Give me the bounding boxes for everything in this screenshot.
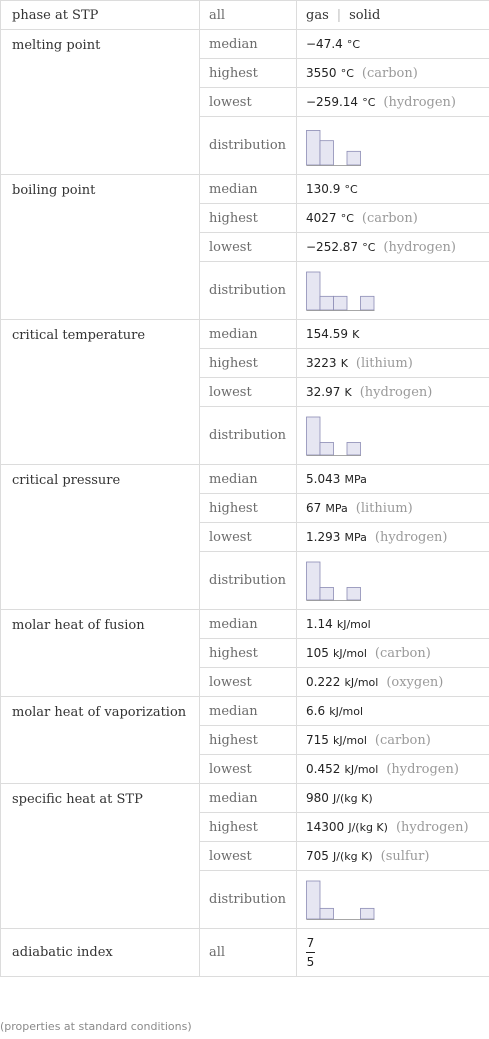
fraction (306, 935, 315, 970)
distribution-label: distribution (200, 407, 297, 465)
footnote: (properties at standard conditions) (0, 1020, 192, 1033)
median-label: median (200, 465, 297, 494)
highest-note: (lithium) (355, 355, 413, 371)
lowest-unit: °C (362, 240, 376, 254)
highest-note: (carbon) (361, 210, 418, 226)
lowest-number: 705 (306, 848, 329, 863)
lowest-label: lowest (200, 233, 297, 262)
property-name: boiling point (1, 175, 200, 320)
fraction-denominator: 5 (306, 955, 315, 969)
highest-number: 3223 (306, 355, 337, 370)
lowest-unit: °C (362, 95, 376, 109)
property-value (297, 929, 489, 977)
highest-label: highest (200, 349, 297, 378)
lowest-note: (oxygen) (386, 674, 444, 690)
lowest-value (297, 88, 489, 117)
fraction-bar (306, 952, 315, 953)
distribution-histogram (306, 560, 363, 602)
lowest-label: lowest (200, 88, 297, 117)
property-name: critical pressure (1, 465, 200, 610)
histogram-bar (307, 272, 321, 310)
median-number: −47.4 (306, 36, 343, 51)
highest-unit: kJ/mol (333, 733, 367, 747)
median-label: median (200, 320, 297, 349)
histogram-bar (320, 296, 334, 310)
median-value (297, 320, 489, 349)
lowest-label: lowest (200, 668, 297, 697)
property-row (1, 929, 489, 977)
highest-note: (lithium) (355, 500, 413, 516)
median-number: 154.59 (306, 326, 348, 341)
highest-label: highest (200, 813, 297, 842)
phase-separator: | (336, 7, 342, 23)
highest-label: highest (200, 494, 297, 523)
histogram-bar (307, 130, 321, 165)
property-row (1, 175, 489, 204)
highest-unit: kJ/mol (333, 646, 367, 660)
distribution-chart (297, 262, 489, 320)
median-unit: MPa (344, 472, 367, 486)
median-label: median (200, 175, 297, 204)
lowest-label: lowest (200, 842, 297, 871)
median-number: 980 (306, 790, 329, 805)
lowest-note: (hydrogen) (383, 239, 456, 255)
property-name: specific heat at STP (1, 784, 200, 929)
highest-number: 67 (306, 500, 322, 515)
median-unit: kJ/mol (329, 704, 364, 718)
median-number: 6.6 (306, 703, 326, 718)
lowest-unit: J/(kg K) (333, 849, 373, 863)
property-name: melting point (1, 30, 200, 175)
highest-note: (carbon) (374, 645, 431, 661)
highest-label: highest (200, 639, 297, 668)
histogram-bar (307, 562, 321, 600)
property-row (1, 697, 489, 726)
distribution-chart (297, 117, 489, 175)
median-number: 5.043 (306, 471, 341, 486)
median-label: median (200, 697, 297, 726)
property-name: molar heat of fusion (1, 610, 200, 697)
distribution-histogram (306, 270, 377, 312)
median-label: median (200, 784, 297, 813)
header-label: phase at STP (1, 1, 200, 30)
lowest-label: lowest (200, 755, 297, 784)
highest-value (297, 494, 489, 523)
lowest-unit: kJ/mol (344, 675, 379, 689)
histogram-bar (334, 296, 348, 310)
highest-unit: °C (340, 211, 354, 225)
lowest-number: −252.87 (306, 239, 359, 254)
property-scope: all (200, 929, 297, 977)
histogram-bar (361, 908, 375, 919)
highest-unit: MPa (325, 501, 348, 515)
lowest-unit: kJ/mol (344, 762, 379, 776)
property-row (1, 610, 489, 639)
property-row (1, 465, 489, 494)
highest-value (297, 204, 489, 233)
lowest-note: (hydrogen) (374, 529, 448, 545)
highest-number: 14300 (306, 819, 345, 834)
lowest-value (297, 523, 489, 552)
lowest-number: 1.293 (306, 529, 341, 544)
highest-unit: K (340, 356, 348, 370)
fraction-numerator: 7 (306, 936, 315, 950)
lowest-unit: K (344, 385, 352, 399)
property-name: critical temperature (1, 320, 200, 465)
property-row (1, 320, 489, 349)
highest-unit: J/(kg K) (348, 820, 388, 834)
distribution-label: distribution (200, 552, 297, 610)
lowest-note: (hydrogen) (383, 94, 456, 110)
histogram-bar (361, 296, 375, 310)
median-unit: K (352, 327, 360, 341)
median-value (297, 610, 489, 639)
distribution-chart (297, 407, 489, 465)
histogram-bar (320, 140, 334, 164)
median-value (297, 697, 489, 726)
highest-value (297, 813, 489, 842)
property-row (1, 30, 489, 59)
median-value (297, 465, 489, 494)
median-unit: kJ/mol (336, 617, 371, 631)
lowest-label: lowest (200, 523, 297, 552)
lowest-value (297, 755, 489, 784)
distribution-histogram (306, 415, 363, 457)
highest-note: (carbon) (361, 65, 418, 81)
median-value (297, 30, 489, 59)
distribution-chart (297, 871, 489, 929)
lowest-value (297, 842, 489, 871)
highest-note: (carbon) (374, 732, 431, 748)
median-value (297, 784, 489, 813)
highest-note: (hydrogen) (395, 819, 469, 835)
highest-label: highest (200, 726, 297, 755)
lowest-note: (sulfur) (380, 848, 430, 864)
median-unit: J/(kg K) (333, 791, 373, 805)
lowest-number: −259.14 (306, 94, 359, 109)
median-label: median (200, 30, 297, 59)
median-unit: °C (346, 37, 361, 51)
lowest-unit: MPa (344, 530, 367, 544)
median-number: 130.9 (306, 181, 341, 196)
phase-gas: gas (306, 7, 329, 23)
header-scope: all (200, 1, 297, 30)
histogram-bar (320, 587, 334, 600)
highest-value (297, 726, 489, 755)
property-name: adiabatic index (1, 929, 200, 977)
highest-value (297, 59, 489, 88)
lowest-number: 0.452 (306, 761, 341, 776)
distribution-histogram (306, 879, 377, 921)
highest-label: highest (200, 204, 297, 233)
lowest-note: (hydrogen) (359, 384, 433, 400)
median-unit: °C (344, 182, 358, 196)
lowest-value (297, 668, 489, 697)
lowest-number: 0.222 (306, 674, 341, 689)
header-phases (297, 1, 489, 30)
histogram-bar (347, 587, 361, 600)
lowest-value (297, 233, 489, 262)
median-number: 1.14 (306, 616, 333, 631)
histogram-bar (320, 908, 334, 919)
highest-value (297, 639, 489, 668)
highest-number: 4027 (306, 210, 337, 225)
median-label: median (200, 610, 297, 639)
header-row (1, 1, 489, 30)
highest-number: 715 (306, 732, 329, 747)
lowest-note: (hydrogen) (386, 761, 459, 777)
histogram-bar (307, 881, 321, 919)
histogram-bar (320, 442, 334, 455)
highest-number: 105 (306, 645, 329, 660)
histogram-bar (307, 417, 321, 455)
highest-unit: °C (340, 66, 354, 80)
median-value (297, 175, 489, 204)
lowest-value (297, 378, 489, 407)
lowest-label: lowest (200, 378, 297, 407)
histogram-bar (347, 151, 361, 165)
distribution-label: distribution (200, 871, 297, 929)
lowest-number: 32.97 (306, 384, 341, 399)
distribution-histogram (306, 125, 363, 167)
highest-value (297, 349, 489, 378)
highest-number: 3550 (306, 65, 337, 80)
highest-label: highest (200, 59, 297, 88)
distribution-chart (297, 552, 489, 610)
distribution-label: distribution (200, 262, 297, 320)
property-name: molar heat of vaporization (1, 697, 200, 784)
histogram-bar (347, 442, 361, 455)
property-row (1, 784, 489, 813)
phase-solid: solid (349, 7, 381, 23)
distribution-label: distribution (200, 117, 297, 175)
